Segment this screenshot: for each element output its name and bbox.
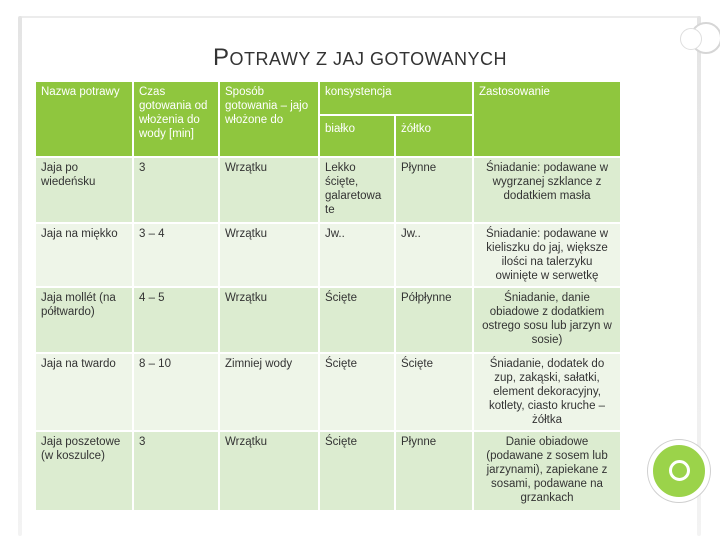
cell-yolk: Płynne: [395, 157, 473, 223]
cell-white: Lekko ścięte, galaretowa te: [319, 157, 395, 223]
cell-cooking-time: 8 – 10: [133, 353, 219, 431]
cell-usage: Śniadanie, dodatek do zup, zakąski, sałatki, element dekoracyjny, kotlety, ciasto kruche – żółtka: [473, 353, 621, 431]
cell-dish-name: Jaja na twardo: [35, 353, 133, 431]
slide-frame-left: [18, 16, 22, 536]
header-consistency: konsystencja: [319, 81, 473, 115]
cell-cooking-time: 4 – 5: [133, 287, 219, 353]
header-yolk: żółtko: [395, 115, 473, 157]
slide-frame-top: [20, 16, 700, 18]
cell-yolk: Ścięte: [395, 353, 473, 431]
table-row: [35, 157, 621, 223]
cell-usage: Śniadanie, danie obiadowe z dodatkiem ostrego sosu lub jarzyn w sosie): [473, 287, 621, 353]
cell-cooking-method: Wrzątku: [219, 223, 319, 287]
table-row: [35, 431, 621, 511]
cell-cooking-method: Wrzątku: [219, 431, 319, 511]
table-row: [35, 223, 621, 287]
slide-title-first-letter: P: [212, 44, 230, 71]
cell-white: Ścięte: [319, 353, 395, 431]
cell-cooking-method: Zimniej wody: [219, 353, 319, 431]
cell-white: Ścięte: [319, 431, 395, 511]
cell-cooking-time: 3 – 4: [133, 223, 219, 287]
header-cooking-method: Sposób gotowania – jajo włożone do: [219, 81, 319, 157]
cell-usage: Danie obiadowe (podawane z sosem lub jarzynami), zapiekane z sosami, podawane na grzankach: [473, 431, 621, 511]
cell-dish-name: Jaja na miękko: [35, 223, 133, 287]
cell-dish-name: Jaja mollét (na półtwardo): [35, 287, 133, 353]
cell-usage: Śniadanie: podawane w wygrzanej szklance z dodatkiem masła: [473, 157, 621, 223]
slide-title-rest: OTRAWY Z JAJ GOTOWANYCH: [229, 49, 508, 69]
slide-title: [0, 44, 720, 72]
cell-white: Jw..: [319, 223, 395, 287]
header-cooking-time: Czas gotowania od włożenia do wody [min]: [133, 81, 219, 157]
cell-cooking-time: 3: [133, 431, 219, 511]
decorative-circle-bottom-inner: [669, 460, 690, 481]
cell-cooking-method: Wrzątku: [219, 157, 319, 223]
cell-yolk: Płynne: [395, 431, 473, 511]
table-row: [35, 353, 621, 431]
cell-cooking-time: 3: [133, 157, 219, 223]
header-usage: Zastosowanie: [473, 81, 621, 157]
header-dish-name: Nazwa potrawy: [35, 81, 133, 157]
table-row: [35, 287, 621, 353]
header-white: białko: [319, 115, 395, 157]
cell-usage: Śniadanie: podawane w kieliszku do jaj, większe ilości na talerzyku owinięte w serwetkę: [473, 223, 621, 287]
cell-yolk: Półpłynne: [395, 287, 473, 353]
egg-dishes-table: [34, 80, 622, 512]
cell-white: Ścięte: [319, 287, 395, 353]
cell-cooking-method: Wrzątku: [219, 287, 319, 353]
cell-dish-name: Jaja poszetowe (w koszulce): [35, 431, 133, 511]
cell-dish-name: Jaja po wiedeńsku: [35, 157, 133, 223]
cell-yolk: Jw..: [395, 223, 473, 287]
